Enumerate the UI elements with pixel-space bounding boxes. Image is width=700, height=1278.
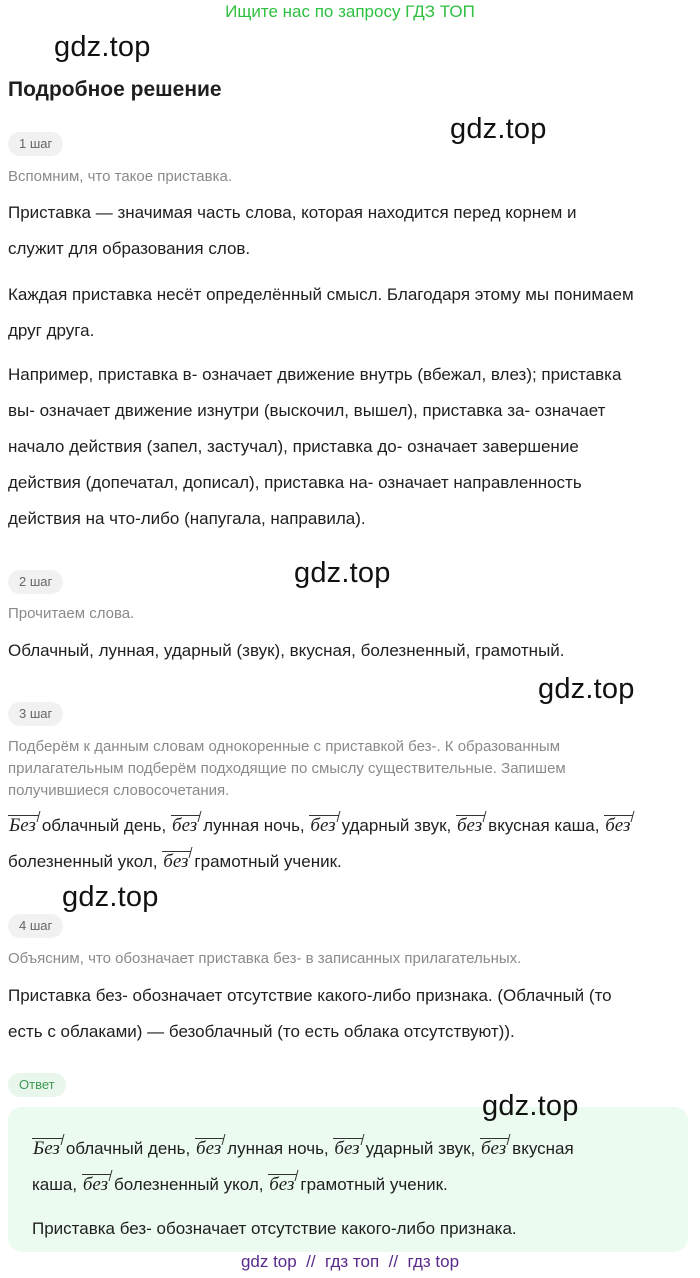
phrase: грамотный ученик. [300,1175,448,1194]
paragraph-line [8,844,692,880]
paragraph-line [32,1167,672,1203]
paragraph-line: действия (допечатал, дописал), приставка на- означает направленность [8,473,582,492]
hint-line: прилагательным подберём подходящие по смыслу существительные. Запишем [8,760,566,777]
step-badge: 4 шаг [8,914,63,938]
paragraph [8,357,692,537]
footer-links: gdz top // гдз топ // гдз top [240,1252,460,1271]
paragraph-line: действия на что-либо (напугала, направила). [8,509,366,528]
step-badge: 1 шаг [8,132,63,156]
paragraph-line [32,1131,672,1167]
watermark: gdz.top [62,881,159,913]
watermark: gdz.top [450,113,547,145]
watermark: gdz.top [294,557,391,589]
prefix-mark: без [268,1174,297,1195]
phrase: лунная ночь, [203,816,305,835]
step-badge: 2 шаг [8,570,63,594]
answer-combinations [32,1131,672,1203]
prefix-mark: без [333,1138,362,1159]
prefix-mark: Без [8,815,39,836]
answer-box [8,1107,688,1252]
step-hint: Вспомним, что такое приставка. [8,168,233,185]
paragraph-line: Приставка без- обозначает отсутствие какого-либо признака. (Облачный (то [8,986,612,1005]
paragraph: Облачный, лунная, ударный (звук), вкусная, болезненный, грамотный. [8,641,565,660]
paragraph [8,277,692,349]
step-hint: Объясним, что обозначает приставка без- в записанных прилагательных. [8,950,522,967]
prefix-mark: без [82,1174,111,1195]
hint-line: Подберём к данным словам однокоренные с приставкой без-. К образованным [8,738,561,755]
word-combinations [8,808,692,880]
watermark: gdz.top [482,1090,579,1122]
prefix-mark: без [604,815,633,836]
phrase: болезненный укол, [8,852,158,871]
paragraph [8,978,692,1050]
phrase: вкусная [512,1139,574,1158]
paragraph-line: Каждая приставка несёт определённый смысл. Благодаря этому мы понимаем [8,285,634,304]
answer-badge: Ответ [8,1073,66,1097]
paragraph-line [8,808,692,844]
paragraph [8,195,692,267]
watermark: gdz.top [54,31,151,63]
paragraph-line: вы- означает движение изнутри (выскочил, вышел), приставка за- означает [8,401,606,420]
paragraph-line: Например, приставка в- означает движение внутрь (вбежал, влез); приставка [8,365,622,384]
phrase: вкусная каша, [488,816,600,835]
prefix-mark: Без [32,1138,63,1159]
paragraph-line: начало действия (запел, застучал), приставка до- означает завершение [8,437,579,456]
phrase: ударный звук, [341,816,452,835]
phrase: облачный день, [41,816,167,835]
phrase: болезненный укол, [113,1175,264,1194]
phrase: лунная ночь, [227,1139,329,1158]
paragraph-line: Приставка — значимая часть слова, которая находится перед корнем и [8,203,577,222]
hint-line: получившиеся словосочетания. [8,782,230,799]
paragraph-line: друг друга. [8,321,95,340]
paragraph-line: есть с облаками) — безоблачный (то есть облака отсутствуют)). [8,1022,515,1041]
phrase: грамотный ученик. [194,852,342,871]
step-hint [8,736,688,802]
paragraph-line: служит для образования слов. [8,239,251,258]
prefix-mark: без [162,851,191,872]
prefix-mark: без [456,815,485,836]
phrase: каша, [32,1175,78,1194]
prefix-mark: без [171,815,200,836]
prefix-mark: без [480,1138,509,1159]
phrase: ударный звук, [365,1139,476,1158]
step-hint: Прочитаем слова. [8,605,135,622]
prefix-mark: без [309,815,338,836]
step-badge: 3 шаг [8,702,63,726]
phrase: облачный день, [65,1139,191,1158]
answer-conclusion: Приставка без- обозначает отсутствие какого-либо признака. [32,1219,517,1238]
prefix-mark: без [195,1138,224,1159]
page-title: Подробное решение [8,78,222,101]
watermark: gdz.top [538,673,635,705]
top-banner: Ищите нас по запросу ГДЗ ТОП [225,2,475,21]
